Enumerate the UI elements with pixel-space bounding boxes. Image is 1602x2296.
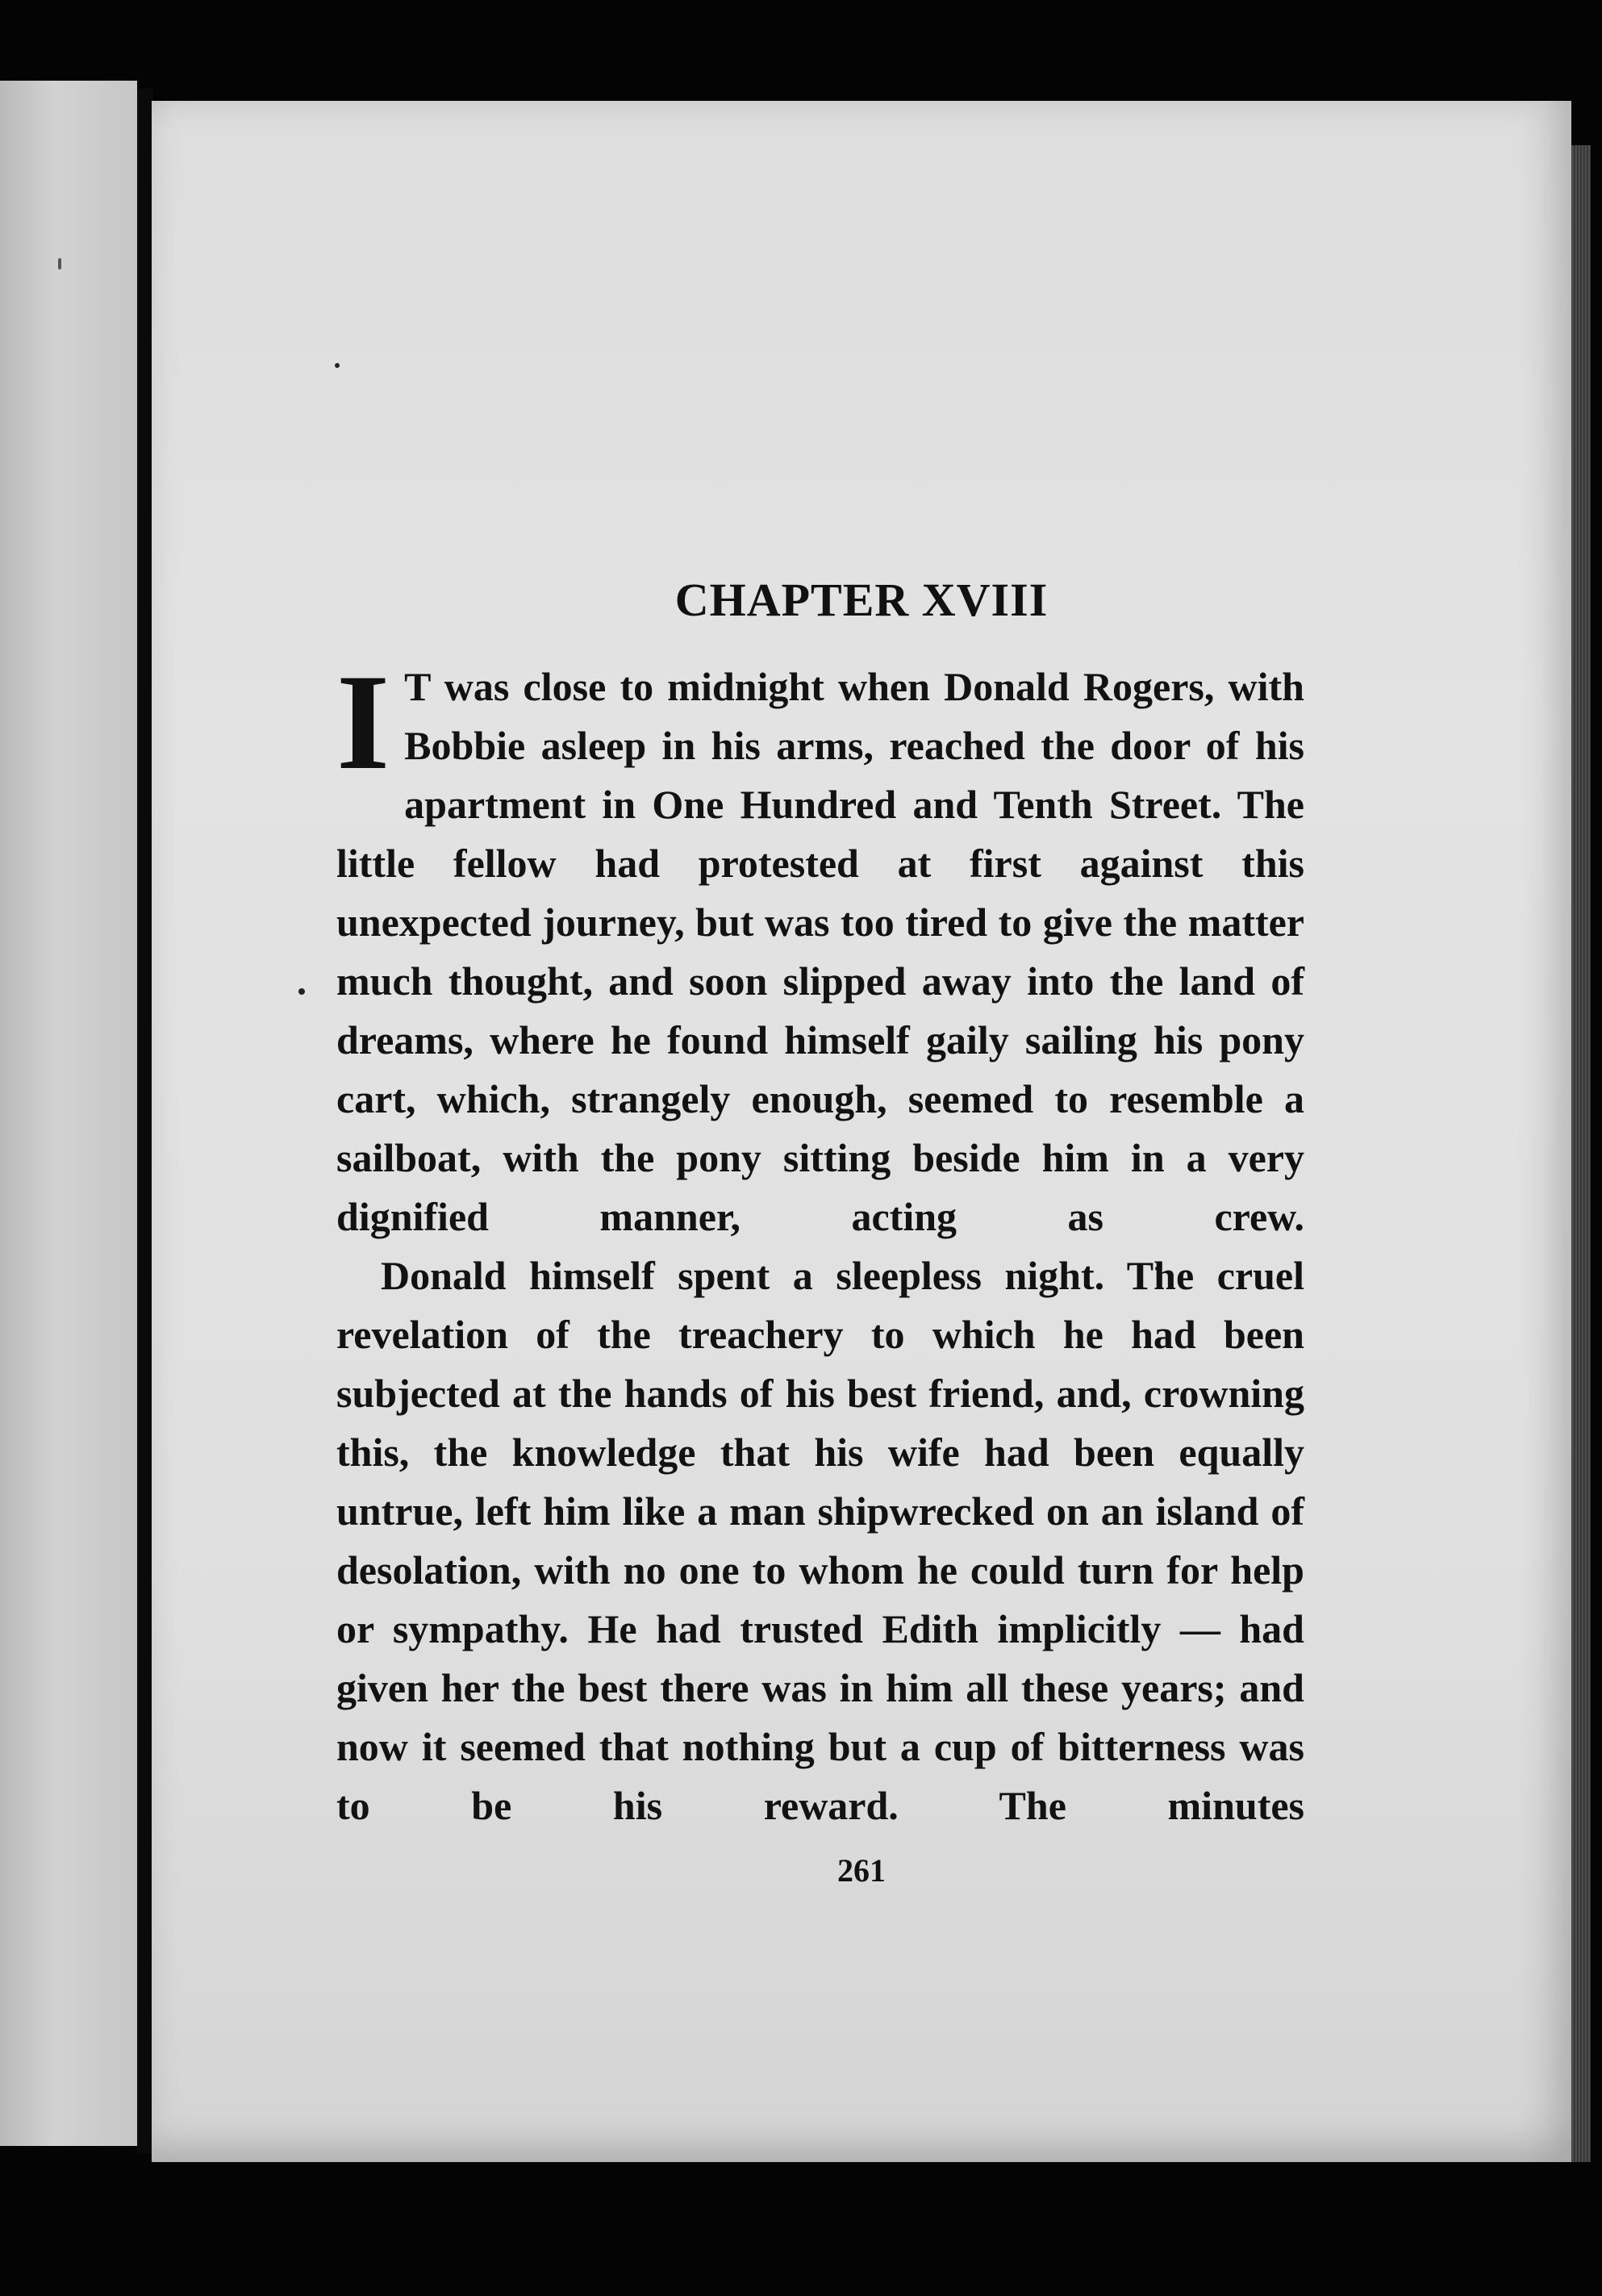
book-gutter [137, 89, 153, 2154]
chapter-title: CHAPTER XVIII [674, 574, 1049, 626]
paragraph-1 [336, 646, 1304, 1246]
scan-speck [335, 363, 340, 368]
page-stack-edge [1571, 145, 1591, 2162]
scan-speck [298, 988, 305, 995]
body-text [336, 646, 1304, 1835]
drop-cap: I [336, 646, 390, 798]
paragraph-1-text: T was close to midnight when Donald Rogers, with Bobbie asleep in his arms, reached the door of his apartment in One Hundred and Tenth Street. The little fellow had protested at first against this unexpected journey, but was too tired to give the matter much thought, and soon slipped away into the land of dreams, where he found himself gaily sailing his pony cart, which, strangely enough, seemed to resemble a sailboat, with the pony sitting beside him in a very dignified manner, acting as crew. [336, 664, 1304, 1239]
scan-speck [58, 258, 61, 269]
previous-page-edge [0, 81, 137, 2146]
page-number: 261 [837, 1852, 886, 1889]
paragraph-2-text: Donald himself spent a sleepless night. The cruel revelation of the treachery to which he had been subjected at the hands of his best friend, and, crowning this, the knowledge that his wife had been equally untrue, left him like a man shipwrecked on an island of desolation, with no one to whom he could turn for help or sympathy. He had trusted Edith implicitly — had given her the best there was in him all these years; and now it seemed that nothing but a cup of bitterness was to be his reward. The minutes [336, 1253, 1304, 1828]
paragraph-2 [336, 1246, 1304, 1835]
